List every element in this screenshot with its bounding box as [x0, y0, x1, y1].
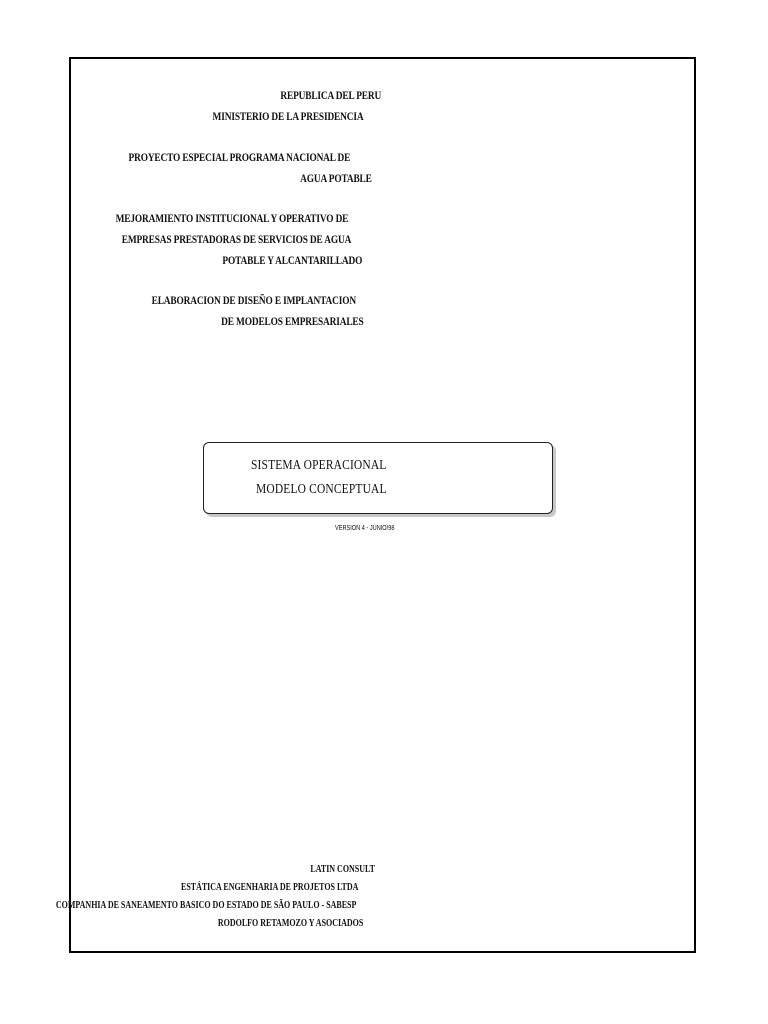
program-line-3: POTABLE Y ALCANTARILLADO [222, 253, 362, 267]
program-line-1: MEJORAMIENTO INSTITUCIONAL Y OPERATIVO DE [115, 211, 348, 225]
document-title-line-2: MODELO CONCEPTUAL [256, 482, 387, 497]
program-line-2: EMPRESAS PRESTADORAS DE SERVICIOS DE AGUA [121, 232, 351, 246]
ministry-name: MINISTERIO DE LA PRESIDENCIA [212, 109, 363, 123]
footer-company-1: LATIN CONSULT [310, 864, 375, 875]
footer-company-4: RODOLFO RETAMOZO Y ASOCIADOS [217, 918, 363, 929]
footer-company-2: ESTÁTICA ENGENHARIA DE PROJETOS LTDA [180, 882, 358, 893]
document-title-box [203, 442, 553, 514]
document-title-line-1: SISTEMA OPERACIONAL [251, 458, 387, 473]
study-line-2: DE MODELOS EMPRESARIALES [221, 314, 364, 328]
country-name: REPUBLICA DEL PERU [280, 88, 381, 102]
footer-company-3: COMPANHIA DE SANEAMENTO BASICO DO ESTADO DE SÃO PAULO - SABESP [55, 900, 356, 911]
version-label: VERSION 4 - JUNIO/98 [335, 525, 395, 532]
project-line-1: PROYECTO ESPECIAL PROGRAMA NACIONAL DE [128, 150, 350, 164]
project-line-2: AGUA POTABLE [300, 171, 372, 185]
study-line-1: ELABORACION DE DISEÑO E IMPLANTACION [151, 293, 356, 307]
